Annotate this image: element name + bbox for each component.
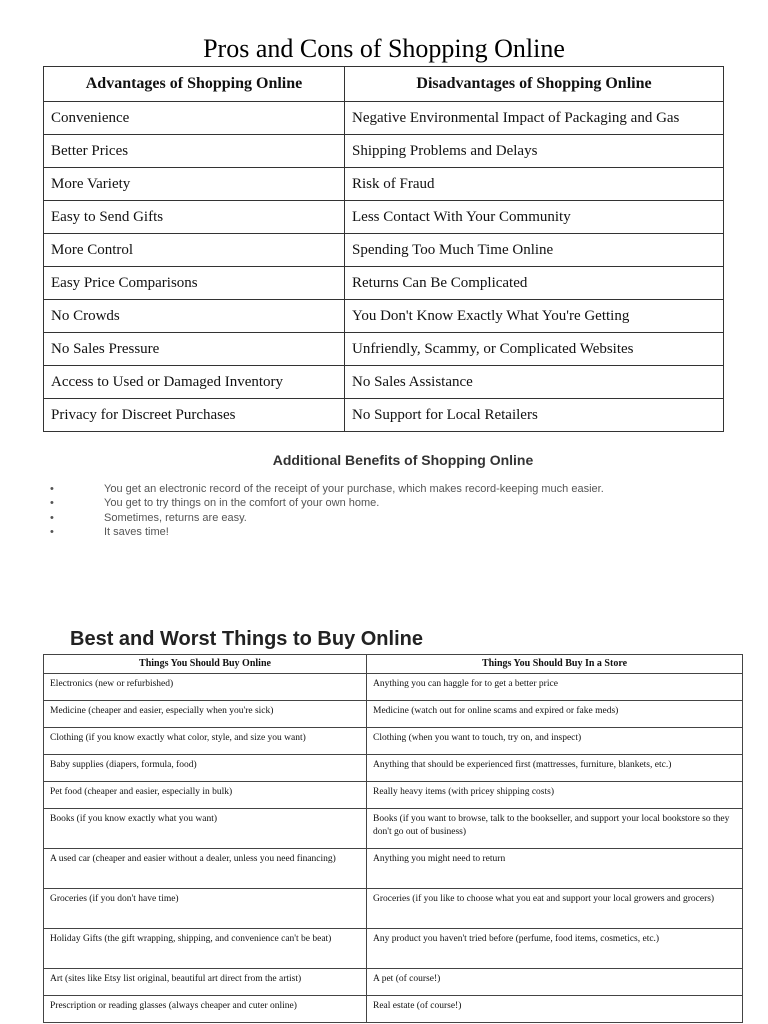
- disadvantage-cell: You Don't Know Exactly What You're Getting: [345, 300, 724, 333]
- table-row: [44, 782, 743, 809]
- bullet-icon: •: [50, 497, 54, 510]
- pros-cons-table: [43, 66, 724, 432]
- buy-in-store-cell: Any product you haven't tried before (perfume, food items, cosmetics, etc.): [367, 929, 743, 969]
- bullet-icon: •: [50, 483, 54, 495]
- table-row: [44, 674, 743, 701]
- advantage-cell: Convenience: [44, 102, 345, 135]
- disadvantage-cell: Spending Too Much Time Online: [345, 234, 724, 267]
- buy-online-cell: Baby supplies (diapers, formula, food): [44, 755, 367, 782]
- table-row: [44, 168, 724, 201]
- buy-online-cell: Medicine (cheaper and easier, especially when you're sick): [44, 701, 367, 728]
- list-item: [48, 482, 604, 496]
- advantage-cell: More Variety: [44, 168, 345, 201]
- buy-in-store-cell: Books (if you want to browse, talk to the bookseller, and support your local bookstore so they don't go out of business): [367, 809, 743, 849]
- table-row: [44, 366, 724, 399]
- table-row: [44, 102, 724, 135]
- advantage-cell: No Sales Pressure: [44, 333, 345, 366]
- best-worst-heading: Best and Worst Things to Buy Online: [70, 628, 423, 650]
- page-title: Pros and Cons of Shopping Online: [203, 34, 565, 63]
- list-item: [48, 525, 604, 539]
- table-header-row: [44, 67, 724, 102]
- bullet-icon: •: [50, 511, 54, 524]
- table-row: [44, 728, 743, 755]
- advantage-cell: Privacy for Discreet Purchases: [44, 399, 345, 432]
- table-row: [44, 399, 724, 432]
- buy-in-store-cell: A pet (of course!): [367, 969, 743, 996]
- buy-in-store-cell: Groceries (if you like to choose what you eat and support your local growers and grocers): [367, 889, 743, 929]
- advantage-cell: Better Prices: [44, 135, 345, 168]
- best-worst-table: [43, 654, 743, 1023]
- list-item-text: You get to try things on in the comfort of your own home.: [104, 497, 380, 510]
- buy-online-cell: Prescription or reading glasses (always cheaper and cuter online): [44, 996, 367, 1023]
- advantage-cell: Access to Used or Damaged Inventory: [44, 366, 345, 399]
- column-header-buy-online: Things You Should Buy Online: [44, 655, 367, 674]
- disadvantage-cell: Unfriendly, Scammy, or Complicated Websites: [345, 333, 724, 366]
- buy-online-cell: Electronics (new or refurbished): [44, 674, 367, 701]
- disadvantage-cell: Risk of Fraud: [345, 168, 724, 201]
- disadvantage-cell: No Support for Local Retailers: [345, 399, 724, 432]
- list-item-text: Sometimes, returns are easy.: [104, 511, 247, 524]
- table-row: [44, 809, 743, 849]
- buy-online-cell: Art (sites like Etsy list original, beautiful art direct from the artist): [44, 969, 367, 996]
- buy-online-cell: Holiday Gifts (the gift wrapping, shipping, and convenience can't be beat): [44, 929, 367, 969]
- table-row: [44, 300, 724, 333]
- table-row: [44, 996, 743, 1023]
- table-row: [44, 755, 743, 782]
- advantage-cell: Easy Price Comparisons: [44, 267, 345, 300]
- table-row: [44, 333, 724, 366]
- buy-in-store-cell: Anything you can haggle for to get a better price: [367, 674, 743, 701]
- list-item: [48, 511, 604, 525]
- table-row: [44, 701, 743, 728]
- buy-in-store-cell: Anything you might need to return: [367, 849, 743, 889]
- bullet-icon: •: [50, 525, 54, 538]
- column-header-disadvantages: Disadvantages of Shopping Online: [345, 67, 724, 102]
- table-row: [44, 889, 743, 929]
- table-row: [44, 201, 724, 234]
- column-header-advantages: Advantages of Shopping Online: [44, 67, 345, 102]
- list-item-text: You get an electronic record of the receipt of your purchase, which makes record-keeping much easier.: [104, 483, 604, 495]
- table-header-row: [44, 655, 743, 674]
- disadvantage-cell: Negative Environmental Impact of Packaging and Gas: [345, 102, 724, 135]
- list-item-text: It saves time!: [104, 525, 169, 538]
- table-row: [44, 234, 724, 267]
- list-item: [48, 496, 604, 510]
- table-row: [44, 969, 743, 996]
- buy-in-store-cell: Really heavy items (with pricey shipping costs): [367, 782, 743, 809]
- disadvantage-cell: Shipping Problems and Delays: [345, 135, 724, 168]
- disadvantage-cell: No Sales Assistance: [345, 366, 724, 399]
- advantage-cell: Easy to Send Gifts: [44, 201, 345, 234]
- buy-online-cell: Groceries (if you don't have time): [44, 889, 367, 929]
- advantage-cell: No Crowds: [44, 300, 345, 333]
- buy-in-store-cell: Clothing (when you want to touch, try on, and inspect): [367, 728, 743, 755]
- benefits-list: [48, 482, 604, 539]
- table-row: [44, 929, 743, 969]
- buy-online-cell: Pet food (cheaper and easier, especially in bulk): [44, 782, 367, 809]
- table-row: [44, 267, 724, 300]
- buy-online-cell: A used car (cheaper and easier without a dealer, unless you need financing): [44, 849, 367, 889]
- table-row: [44, 849, 743, 889]
- disadvantage-cell: Less Contact With Your Community: [345, 201, 724, 234]
- buy-online-cell: Books (if you know exactly what you want): [44, 809, 367, 849]
- buy-online-cell: Clothing (if you know exactly what color, style, and size you want): [44, 728, 367, 755]
- buy-in-store-cell: Anything that should be experienced first (mattresses, furniture, blankets, etc.): [367, 755, 743, 782]
- disadvantage-cell: Returns Can Be Complicated: [345, 267, 724, 300]
- buy-in-store-cell: Real estate (of course!): [367, 996, 743, 1023]
- advantage-cell: More Control: [44, 234, 345, 267]
- benefits-heading: Additional Benefits of Shopping Online: [272, 452, 534, 468]
- buy-in-store-cell: Medicine (watch out for online scams and expired or fake meds): [367, 701, 743, 728]
- table-row: [44, 135, 724, 168]
- column-header-buy-in-store: Things You Should Buy In a Store: [367, 655, 743, 674]
